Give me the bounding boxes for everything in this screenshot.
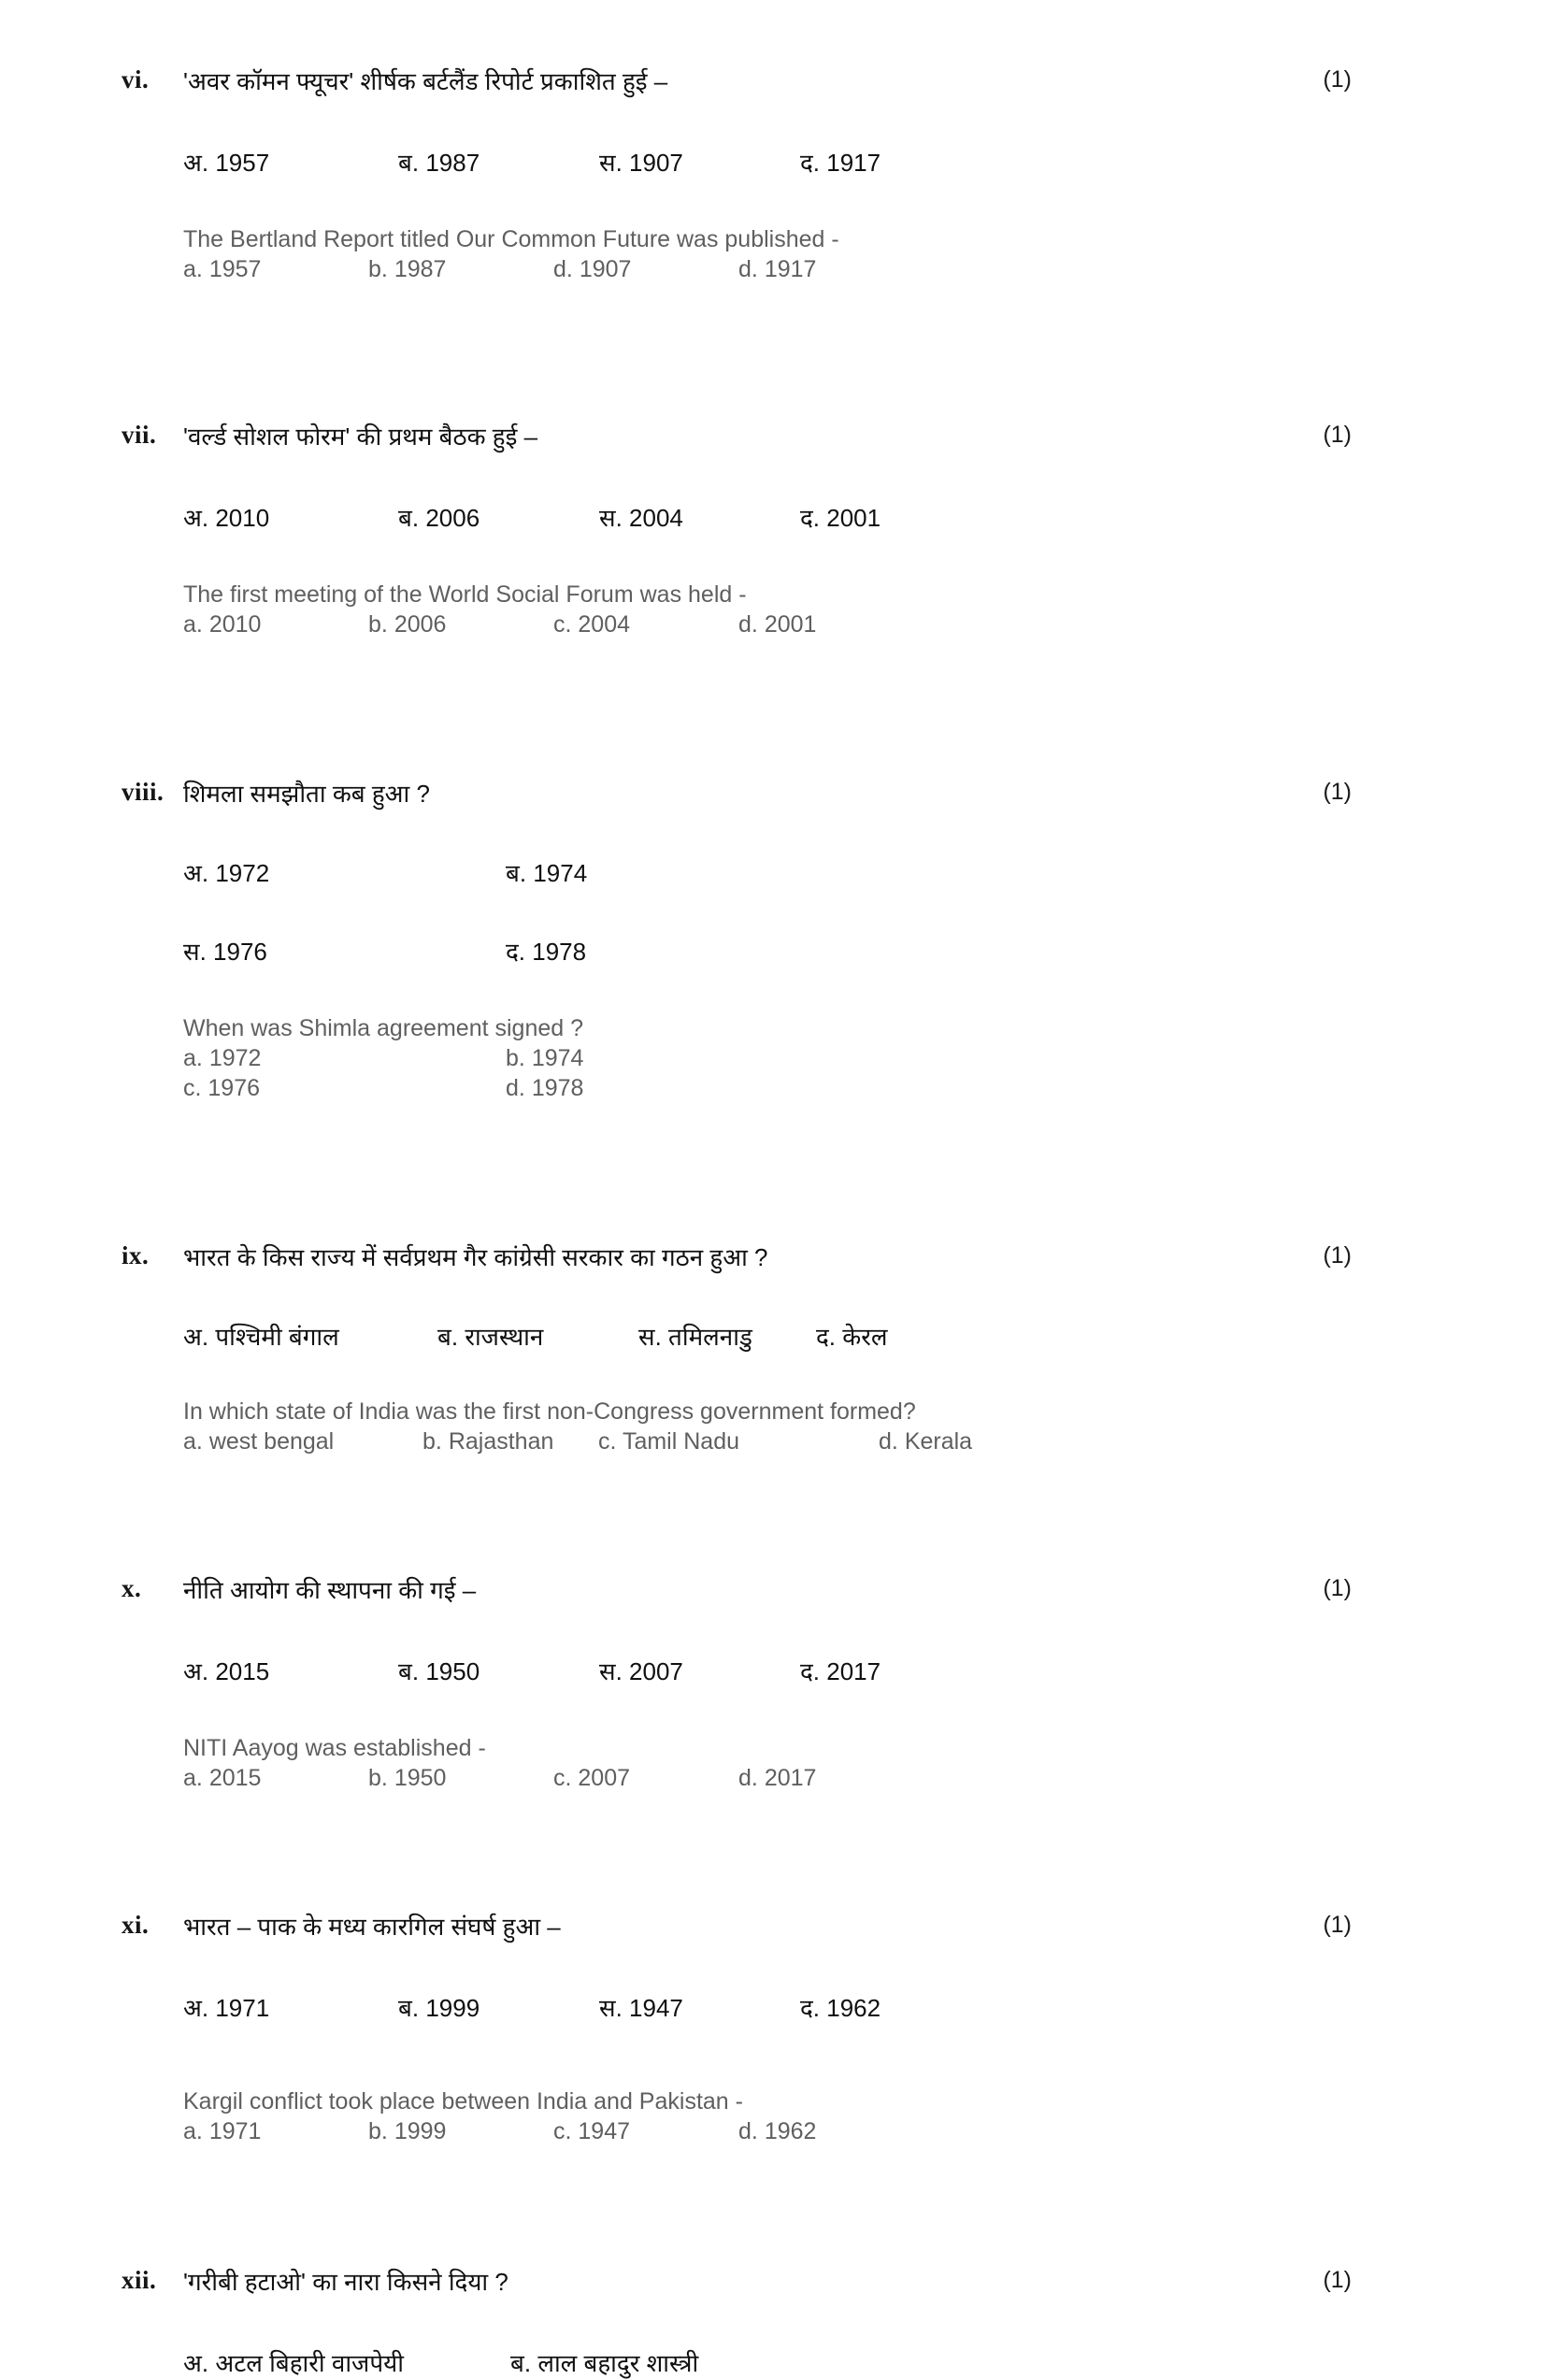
option-text: 1957: [208, 256, 262, 283]
question-numeral: viii.: [122, 778, 165, 807]
question-numeral: vi.: [122, 65, 150, 93]
option-spacer: [203, 2118, 209, 2144]
option-key: b.: [368, 256, 388, 283]
question-block-viii: [0, 778, 1546, 1102]
option-text: 1971: [215, 1994, 270, 2023]
question-spacer: [0, 1793, 1546, 1911]
option-text: 2004: [578, 611, 631, 638]
option-key: d.: [553, 256, 573, 283]
question-block-xi: [0, 1911, 1546, 2146]
option-english-a[interactable]: [183, 609, 368, 639]
option-english-d[interactable]: [738, 1763, 923, 1793]
option-key: ब.: [506, 859, 527, 888]
question-stem-english: The first meeting of the World Social Forum was held -: [183, 581, 747, 609]
stem-options-spacer: [183, 1943, 1303, 1992]
option-row: [183, 1073, 1303, 1103]
option-row: [183, 936, 1303, 968]
question-numeral: vii.: [122, 421, 157, 450]
option-hindi-अ[interactable]: [183, 857, 506, 890]
option-row: [183, 2347, 1303, 2380]
question-numeral: ix.: [122, 1240, 150, 1269]
option-text: 1972: [208, 1044, 262, 1071]
option-hindi-द[interactable]: [800, 1992, 1001, 2025]
option-text: 1957: [215, 149, 270, 178]
option-hindi-अ[interactable]: [183, 1321, 437, 1354]
option-spacer: [388, 2118, 394, 2144]
option-spacer: [531, 2349, 537, 2377]
option-text: पश्चिमी बंगाल: [215, 1322, 339, 1351]
option-hindi-द[interactable]: [800, 502, 1001, 535]
stem-options-spacer: [183, 810, 1303, 857]
option-spacer: [203, 1765, 209, 1791]
option-english-c[interactable]: [553, 2116, 738, 2146]
option-row: [183, 254, 1303, 284]
option-text: 2004: [629, 504, 683, 533]
option-text: 2001: [826, 504, 881, 533]
option-hindi-द[interactable]: [800, 1656, 1001, 1688]
option-row: [183, 1321, 1303, 1354]
option-key: स.: [638, 1322, 662, 1351]
option-key: d.: [738, 611, 758, 638]
stem-options-spacer: [183, 98, 1303, 147]
question-stem-hindi: 'अवर कॉमन फ्यूचर' शीर्षक बर्टलैंड रिपोर्ट प्रकाशित हुई –: [183, 67, 668, 95]
option-key: ब.: [437, 1322, 459, 1351]
options-english-spacer: [183, 535, 1303, 580]
option-text: 1972: [215, 859, 270, 888]
option-text: अटल बिहारी वाजपेयी: [215, 2349, 404, 2378]
option-key: c.: [553, 1765, 572, 1792]
option-spacer: [203, 1428, 209, 1455]
option-hindi-अ[interactable]: [183, 1992, 398, 2025]
option-english-a[interactable]: [183, 1763, 368, 1793]
option-hindi-ब[interactable]: [398, 147, 599, 179]
option-text: Tamil Nadu: [622, 1427, 740, 1455]
option-text: 1917: [826, 149, 881, 178]
option-key: a.: [183, 1427, 203, 1455]
option-text: 1907: [579, 256, 632, 283]
option-text: 1974: [531, 1044, 584, 1071]
option-spacer: [208, 2349, 215, 2377]
option-spacer: [388, 611, 394, 638]
option-english-d[interactable]: [738, 254, 923, 284]
option-english-c[interactable]: [598, 1427, 879, 1456]
option-hindi-द[interactable]: [506, 936, 828, 968]
question-spacer: [0, 639, 1546, 778]
option-key: द.: [506, 937, 526, 966]
option-key: d.: [506, 1074, 525, 1101]
question-stem-english: NITI Aayog was established -: [183, 1735, 486, 1762]
option-text: 1917: [764, 256, 817, 283]
option-key: b.: [506, 1044, 525, 1071]
question-stem-english: The Bertland Report titled Our Common Future was published -: [183, 226, 839, 253]
option-hindi-द[interactable]: [816, 1321, 984, 1354]
option-key: c.: [598, 1427, 617, 1455]
option-text: केरल: [842, 1322, 888, 1351]
option-row: [183, 1992, 1303, 2025]
option-key: द.: [816, 1322, 837, 1351]
option-key: स.: [599, 1656, 623, 1685]
option-key: अ.: [183, 149, 209, 178]
option-key: स.: [599, 149, 623, 178]
option-key: ब.: [398, 1656, 420, 1685]
question-spacer: [0, 1103, 1546, 1241]
option-text: 1978: [531, 1074, 584, 1101]
question-stem-english: When was Shimla agreement signed ?: [183, 1014, 584, 1041]
option-hindi-अ[interactable]: [183, 2347, 510, 2380]
option-row: [183, 1427, 1303, 1456]
option-key: अ.: [183, 1656, 209, 1685]
option-key: स.: [599, 504, 623, 533]
option-spacer: [662, 1323, 668, 1351]
option-text: Kerala: [904, 1427, 973, 1455]
option-english-d[interactable]: [738, 609, 923, 639]
option-english-b[interactable]: [368, 254, 553, 284]
option-english-d[interactable]: [506, 1073, 828, 1103]
question-marks: (1): [1323, 422, 1352, 449]
option-text: 1978: [532, 937, 587, 966]
option-text: 1974: [533, 859, 588, 888]
option-hindi-द[interactable]: [800, 147, 1001, 179]
option-key: द.: [800, 1656, 821, 1685]
question-spacer: [0, 2146, 1546, 2266]
option-key: ब.: [510, 2349, 532, 2378]
option-row: [183, 502, 1303, 535]
option-text: 1976: [208, 1074, 261, 1101]
option-hindi-अ[interactable]: [183, 1656, 398, 1688]
option-text: 1907: [629, 149, 683, 178]
option-text: 2010: [208, 611, 262, 638]
options-english-spacer: [183, 968, 1303, 1013]
option-row: [183, 1043, 1303, 1073]
option-row: [183, 147, 1303, 179]
option-spacer: [898, 1428, 905, 1455]
option-hindi-ब[interactable]: [398, 1656, 599, 1688]
question-marks: (1): [1323, 1574, 1352, 1601]
option-english-a[interactable]: [183, 2116, 368, 2146]
option-key: ब.: [398, 149, 420, 178]
option-key: a.: [183, 1765, 203, 1792]
question-stem-english: In which state of India was the first non-Congress government formed?: [183, 1398, 916, 1425]
options-english-spacer: [183, 1688, 1303, 1733]
option-text: 1971: [208, 2118, 262, 2145]
option-spacer: [758, 256, 765, 282]
option-text: 2007: [629, 1656, 683, 1685]
option-key: a.: [183, 611, 203, 638]
question-stem-hindi: भारत के किस राज्य में सर्वप्रथम गैर कांग्रेसी सरकार का गठन हुआ ?: [183, 1242, 768, 1271]
option-hindi-ब[interactable]: [510, 2347, 837, 2380]
option-row: [183, 609, 1303, 639]
stem-options-spacer: [183, 2299, 1303, 2347]
option-key: अ.: [183, 2349, 209, 2378]
option-key: c.: [183, 1074, 202, 1101]
question-stem-hindi: 'वर्ल्ड सोशल फोरम' की प्रथम बैठक हुई –: [183, 423, 538, 452]
stem-options-spacer: [183, 1607, 1303, 1656]
option-key: द.: [800, 504, 821, 533]
option-english-c[interactable]: [183, 1073, 506, 1103]
option-spacer: [758, 2118, 765, 2144]
question-block-x: [0, 1574, 1546, 1793]
option-text: लाल बहादुर शास्त्री: [537, 2349, 699, 2378]
option-spacer: [203, 611, 209, 638]
option-key: d.: [738, 256, 758, 283]
option-english-b[interactable]: [368, 609, 553, 639]
option-text: 1962: [764, 2118, 817, 2145]
option-spacer: [203, 256, 209, 282]
option-spacer: [203, 1045, 209, 1071]
option-text: 1999: [425, 1994, 480, 2023]
option-english-a[interactable]: [183, 1427, 422, 1456]
option-key: अ.: [183, 1322, 209, 1351]
option-text: 1999: [394, 2118, 447, 2145]
option-text: 1950: [425, 1656, 480, 1685]
option-english-c[interactable]: [553, 609, 738, 639]
option-text: 2015: [215, 1656, 270, 1685]
option-text: 1950: [394, 1765, 447, 1792]
option-spacer: [623, 1994, 629, 2022]
option-spacer: [388, 1765, 394, 1791]
option-english-b[interactable]: [506, 1043, 828, 1073]
option-key: स.: [183, 937, 207, 966]
question-spacer: [0, 0, 1546, 65]
option-hindi-ब[interactable]: [437, 1321, 638, 1354]
option-key: b.: [368, 2118, 388, 2145]
option-key: स.: [599, 1994, 623, 2023]
option-spacer: [442, 1428, 449, 1455]
option-key: ब.: [398, 1994, 420, 2023]
option-english-a[interactable]: [183, 1043, 506, 1073]
option-hindi-अ[interactable]: [183, 502, 398, 535]
option-key: d.: [879, 1427, 898, 1455]
option-hindi-ब[interactable]: [398, 502, 599, 535]
option-spacer: [525, 1045, 532, 1071]
option-key: b.: [368, 611, 388, 638]
option-key: a.: [183, 1044, 203, 1071]
option-spacer: [573, 256, 580, 282]
option-spacer: [758, 1765, 765, 1791]
question-numeral: xi.: [122, 1911, 150, 1940]
question-marks: (1): [1323, 1241, 1352, 1269]
options-english-spacer: [183, 179, 1303, 224]
option-hindi-स[interactable]: [599, 1656, 800, 1688]
option-row: [183, 1763, 1303, 1793]
option-text: 1962: [826, 1994, 881, 2023]
option-spacer: [623, 504, 629, 532]
option-hindi-अ[interactable]: [183, 147, 398, 179]
option-english-c[interactable]: [553, 1763, 738, 1793]
option-key: अ.: [183, 504, 209, 533]
stem-options-spacer: [183, 1274, 1303, 1321]
question-marks: (1): [1323, 779, 1352, 806]
question-marks: (1): [1323, 66, 1352, 93]
option-hindi-स[interactable]: [599, 502, 800, 535]
question-marks: (1): [1323, 2267, 1352, 2294]
option-spacer: [623, 1657, 629, 1685]
option-english-a[interactable]: [183, 254, 368, 284]
grid-row-spacer: [183, 891, 1303, 936]
option-text: 1976: [213, 937, 267, 966]
option-key: b.: [422, 1427, 442, 1455]
option-key: ब.: [398, 504, 420, 533]
question-stem-hindi: नीति आयोग की स्थापना की गई –: [183, 1575, 477, 1604]
option-key: द.: [800, 1994, 821, 2023]
option-text: 2001: [764, 611, 817, 638]
option-english-b[interactable]: [368, 2116, 553, 2146]
option-spacer: [525, 1075, 532, 1101]
option-english-d[interactable]: [738, 2116, 923, 2146]
option-text: west bengal: [208, 1427, 335, 1455]
option-text: राजस्थान: [465, 1322, 544, 1351]
option-english-d[interactable]: [879, 1427, 1047, 1456]
option-row: [183, 1656, 1303, 1688]
option-hindi-स[interactable]: [638, 1321, 816, 1354]
option-text: 1987: [394, 256, 447, 283]
option-row: [183, 2116, 1303, 2146]
option-row: [183, 857, 1303, 890]
option-spacer: [388, 256, 394, 282]
question-block-ix: [0, 1241, 1546, 1456]
option-text: Rajasthan: [448, 1427, 554, 1455]
option-key: d.: [738, 2118, 758, 2145]
option-text: 2007: [578, 1765, 631, 1792]
option-hindi-ब[interactable]: [398, 1992, 599, 2025]
option-english-b[interactable]: [422, 1427, 598, 1456]
option-english-b[interactable]: [368, 1763, 553, 1793]
option-key: c.: [553, 2118, 572, 2145]
option-key: अ.: [183, 859, 209, 888]
option-key: c.: [553, 611, 572, 638]
option-key: a.: [183, 256, 203, 283]
question-block-vii: [0, 421, 1546, 639]
question-stem-hindi: 'गरीबी हटाओ' का नारा किसने दिया ?: [183, 2268, 508, 2297]
option-english-d[interactable]: [553, 254, 738, 284]
option-text: तमिलनाडु: [668, 1322, 752, 1351]
question-numeral: xii.: [122, 2266, 157, 2295]
question-spacer: [0, 284, 1546, 421]
option-text: 2015: [208, 1765, 262, 1792]
question-block-vi: [0, 65, 1546, 284]
options-english-spacer: [183, 1354, 1303, 1397]
option-hindi-स[interactable]: [183, 936, 506, 968]
option-spacer: [623, 149, 629, 177]
option-hindi-ब[interactable]: [506, 857, 828, 890]
option-text: 2017: [826, 1656, 881, 1685]
options-english-spacer: [183, 2025, 1303, 2086]
stem-options-spacer: [183, 453, 1303, 502]
question-marks: (1): [1323, 1912, 1352, 1939]
option-key: a.: [183, 2118, 203, 2145]
option-key: द.: [800, 149, 821, 178]
option-spacer: [758, 611, 765, 638]
option-hindi-स[interactable]: [599, 147, 800, 179]
option-key: अ.: [183, 1994, 209, 2023]
option-hindi-स[interactable]: [599, 1992, 800, 2025]
option-text: 2017: [764, 1765, 817, 1792]
question-spacer: [0, 1456, 1546, 1574]
option-text: 2006: [425, 504, 480, 533]
option-text: 1947: [629, 1994, 683, 2023]
question-stem-english: Kargil conflict took place between India and Pakistan -: [183, 2088, 743, 2115]
option-text: 1987: [425, 149, 480, 178]
option-text: 2006: [394, 611, 447, 638]
option-text: 1947: [578, 2118, 631, 2145]
option-key: b.: [368, 1765, 388, 1792]
question-stem-hindi: शिमला समझौता कब हुआ ?: [183, 780, 430, 809]
option-text: 2010: [215, 504, 270, 533]
question-numeral: x.: [122, 1573, 142, 1602]
option-spacer: [207, 938, 213, 966]
question-block-xii: [0, 2266, 1546, 2380]
option-key: d.: [738, 1765, 758, 1792]
question-stem-hindi: भारत – पाक के मध्य कारगिल संघर्ष हुआ –: [183, 1913, 561, 1942]
